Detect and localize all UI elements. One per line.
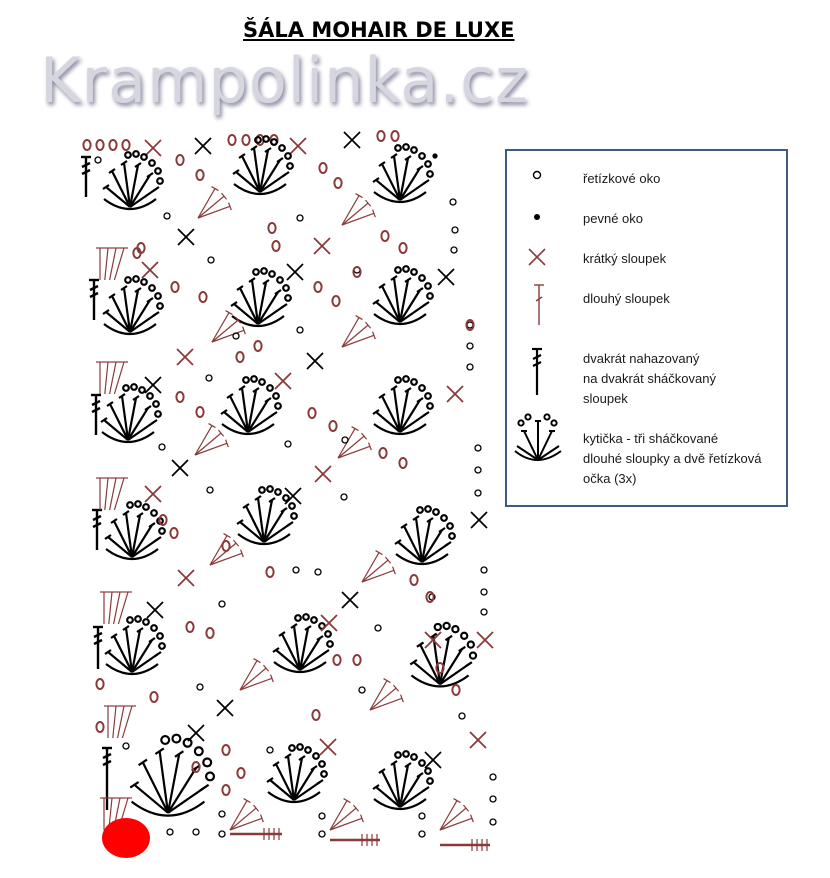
double-crochet-fan <box>342 194 375 225</box>
chain-stitch-large <box>83 140 90 150</box>
double-crochet-fan <box>370 679 403 710</box>
chain-stitch <box>193 829 199 835</box>
chain-stitch <box>419 813 425 819</box>
double-treble-cluster <box>81 157 91 197</box>
double-crochet-icon <box>534 285 544 325</box>
chain-stitch-large <box>96 140 103 150</box>
chain-stitch <box>375 625 381 631</box>
single-crochet <box>287 264 303 280</box>
chain-stitch-large <box>222 541 229 551</box>
chain-stitch <box>450 199 456 205</box>
single-crochet <box>447 386 463 402</box>
chain-stitch-large <box>314 282 321 292</box>
chain-stitch-large <box>206 628 213 638</box>
foundation-chain <box>230 828 490 851</box>
flower-cluster <box>221 376 281 434</box>
single-crochet <box>470 732 486 748</box>
flower-cluster <box>103 151 163 209</box>
flower-cluster <box>373 751 433 809</box>
flower-cluster <box>373 376 433 434</box>
chain-stitch-large <box>272 241 279 251</box>
chain-stitch <box>475 445 481 451</box>
chain-stitch <box>319 831 325 837</box>
flower-cluster <box>273 614 333 672</box>
single-crochet-icon <box>529 249 545 265</box>
slip-stitch-icon <box>534 214 540 220</box>
single-crochet <box>145 377 161 393</box>
chain-stitch <box>219 601 225 607</box>
chain-stitch-large <box>196 407 203 417</box>
chain-stitch <box>467 322 473 328</box>
chain-stitch <box>481 609 487 615</box>
chain-stitch <box>475 490 481 496</box>
single-crochet <box>342 592 358 608</box>
chain-stitch <box>319 813 325 819</box>
double-crochet-fan <box>230 799 263 830</box>
chain-stitch-large <box>319 163 326 173</box>
double-crochet-fan <box>362 551 395 582</box>
chain-stitch-large <box>109 140 116 150</box>
chain-stitch-large <box>353 655 360 665</box>
single-crochet <box>290 138 306 154</box>
flower-cluster <box>267 744 327 802</box>
chain-stitch-large <box>242 135 249 145</box>
chain-stitch <box>359 687 365 693</box>
legend-label-flower-line3: očka (3x) <box>583 471 637 486</box>
chain-stitch <box>467 343 473 349</box>
flower-cluster <box>103 276 163 334</box>
single-crochet <box>425 632 441 648</box>
legend-label-dtr-line3: sloupek <box>583 391 628 406</box>
chain-stitch-large <box>96 722 103 732</box>
chain-stitch-large <box>381 231 388 241</box>
chain-stitch-large <box>222 745 229 755</box>
chain-stitch-large <box>196 170 203 180</box>
legend-label-single: krátký sloupek <box>583 251 667 266</box>
double-crochet-bundle <box>96 248 128 280</box>
chain-stitch <box>167 829 173 835</box>
flower-cluster <box>373 144 433 202</box>
double-treble-cluster <box>89 280 99 320</box>
chain-stitch-large <box>171 282 178 292</box>
legend-box <box>505 149 788 507</box>
legend-label-flower-line2: dlouhé sloupky a dvě řetízková <box>583 451 762 466</box>
chart-title: ŠÁLA MOHAIR DE LUXE <box>243 18 515 42</box>
chain-stitch-large <box>176 392 183 402</box>
chain-stitch-icon <box>534 172 541 179</box>
chain-stitch-large <box>222 785 229 795</box>
chain-stitch-large <box>308 408 315 418</box>
double-crochet-bundle <box>104 706 136 738</box>
chain-stitch-large <box>377 131 384 141</box>
double-crochet-fan <box>330 799 363 830</box>
single-crochet <box>344 132 360 148</box>
double-treble-cluster <box>92 510 102 550</box>
chain-stitch-large <box>452 685 459 695</box>
single-crochet <box>178 570 194 586</box>
chain-stitch-large <box>426 592 433 602</box>
legend-label-slip: pevné oko <box>583 211 643 226</box>
legend-label-dtr-line1: dvakrát nahazovaný <box>583 351 700 366</box>
single-crochet <box>425 752 441 768</box>
chain-stitch <box>219 831 225 837</box>
chain-stitch-large <box>329 421 336 431</box>
double-crochet-fan <box>198 187 231 218</box>
chain-stitch-large <box>399 458 406 468</box>
chain-stitch-large <box>379 448 386 458</box>
chain-stitch-large <box>96 679 103 689</box>
single-crochet <box>195 138 211 154</box>
double-crochet-fan <box>440 799 473 830</box>
chain-stitch-large <box>266 567 273 577</box>
chain-stitch <box>490 819 496 825</box>
double-treble-cluster-icon <box>532 349 542 395</box>
chain-stitch <box>123 743 129 749</box>
flower-cluster <box>395 506 455 564</box>
chain-stitch-large <box>150 692 157 702</box>
legend-label-chain: řetízkové oko <box>583 171 661 186</box>
single-crochet <box>145 140 161 156</box>
chain-stitch-large <box>332 296 339 306</box>
chain-stitch-large <box>268 223 275 233</box>
chain-stitch <box>481 567 487 573</box>
flower-cluster <box>373 266 433 324</box>
double-crochet-fan <box>210 534 243 565</box>
single-crochet <box>314 238 330 254</box>
chain-stitch-large <box>334 178 341 188</box>
chain-stitch-large <box>391 131 398 141</box>
chain-stitch <box>481 589 487 595</box>
flower-cluster <box>233 136 293 194</box>
flower-cluster <box>410 623 476 687</box>
single-crochet <box>177 349 193 365</box>
chain-stitch <box>95 157 101 163</box>
chain-stitch <box>459 713 465 719</box>
double-crochet-fan <box>240 659 273 690</box>
flower-cluster <box>105 616 165 674</box>
chain-stitch <box>293 567 299 573</box>
single-crochet <box>142 262 158 278</box>
single-crochet <box>217 700 233 716</box>
flower-cluster <box>231 268 291 326</box>
chain-stitch <box>219 811 225 817</box>
single-crochet <box>315 466 331 482</box>
chain-stitch <box>164 213 170 219</box>
chain-stitch <box>208 257 214 263</box>
chain-stitch <box>197 684 203 690</box>
flower-cluster-icon <box>515 414 561 460</box>
chain-stitch <box>315 569 321 575</box>
flower-cluster <box>237 486 297 544</box>
single-crochet <box>145 486 161 502</box>
chain-stitch-large <box>333 655 340 665</box>
legend-label-flower-line1: kytička - tři sháčkované <box>583 431 719 446</box>
chain-stitch <box>342 437 348 443</box>
chain-stitch <box>490 774 496 780</box>
chain-stitch <box>451 247 457 253</box>
chain-stitch-large <box>410 575 417 585</box>
chain-stitch <box>297 327 303 333</box>
chain-stitch <box>159 444 165 450</box>
single-crochet <box>147 602 163 618</box>
double-crochet-fan <box>195 424 228 455</box>
chain-stitch <box>341 494 347 500</box>
single-crochet <box>320 739 336 755</box>
chain-stitch-large <box>254 341 261 351</box>
chain-stitch-large <box>199 292 206 302</box>
chain-stitch-large <box>312 710 319 720</box>
single-crochet <box>471 512 487 528</box>
single-crochet <box>172 460 188 476</box>
start-marker <box>102 818 150 858</box>
chain-stitch-large <box>122 140 129 150</box>
chain-stitch <box>207 487 213 493</box>
double-crochet-fan <box>342 316 375 347</box>
single-crochet <box>178 229 194 245</box>
double-crochet-fan <box>212 311 245 342</box>
watermark: Krampolinka.cz <box>40 44 529 117</box>
chain-stitch-large <box>237 768 244 778</box>
chain-stitch-large <box>176 155 183 165</box>
single-crochet <box>307 353 323 369</box>
chain-stitch <box>267 747 273 753</box>
chain-stitch-large <box>399 243 406 253</box>
double-crochet-bundle <box>96 478 128 510</box>
single-crochet <box>438 269 454 285</box>
legend-label-double: dlouhý sloupek <box>583 291 670 306</box>
chain-stitch-large <box>236 352 243 362</box>
legend-label-dtr <box>583 349 716 409</box>
chain-stitch-large <box>186 622 193 632</box>
chain-stitch-large <box>170 528 177 538</box>
single-crochet <box>275 373 291 389</box>
chain-stitch <box>490 796 496 802</box>
slip-stitch <box>432 153 437 158</box>
single-crochet <box>188 725 204 741</box>
flower-cluster <box>130 735 214 816</box>
single-crochet <box>477 632 493 648</box>
double-treble-cluster <box>93 627 103 669</box>
chain-stitch <box>419 831 425 837</box>
chain-stitch <box>297 215 303 221</box>
legend-label-dtr-line2: na dvakrát sháčkovaný <box>583 371 716 386</box>
legend-label-flower <box>583 429 762 489</box>
chain-stitch <box>206 375 212 381</box>
double-treble-cluster <box>91 395 101 435</box>
chain-stitch-large <box>228 135 235 145</box>
chain-stitch <box>285 441 291 447</box>
chain-stitch <box>475 467 481 473</box>
chain-stitch <box>452 227 458 233</box>
chain-stitch <box>467 364 473 370</box>
